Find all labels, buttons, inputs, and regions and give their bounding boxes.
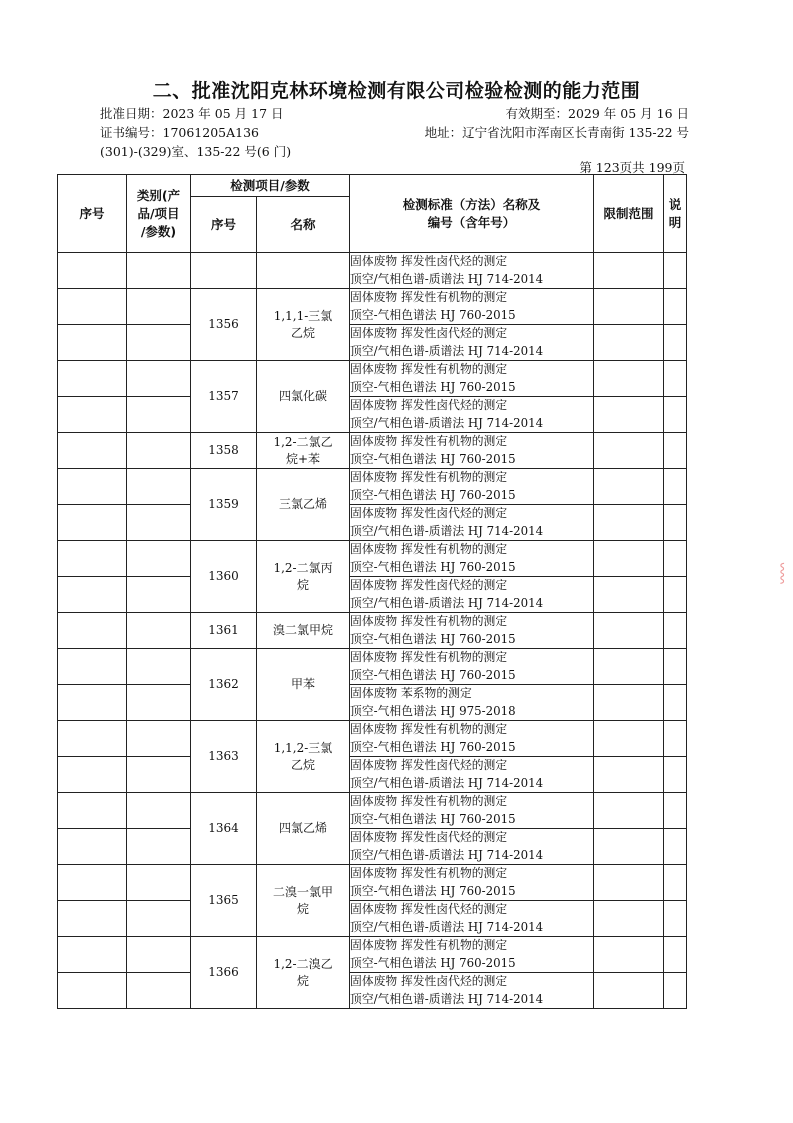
- category-cell: [127, 685, 191, 721]
- page-title: 二、批准沈阳克林环境检测有限公司检验检测的能力范围: [152, 80, 641, 102]
- standard-cell: [350, 649, 594, 685]
- note-cell: [664, 865, 687, 901]
- limit-cell: [594, 505, 664, 541]
- item-number: 1356: [191, 289, 257, 361]
- note-cell: [664, 901, 687, 937]
- table-row: [58, 433, 687, 469]
- seq-cell: [58, 721, 127, 757]
- limit-cell: [594, 973, 664, 1009]
- header-category: 类别(产 品/项目 /参数): [127, 175, 191, 253]
- standard-method: 顶空-气相色谱法 HJ 760-2015: [350, 631, 516, 646]
- standard-method: 顶空-气相色谱法 HJ 760-2015: [350, 487, 516, 502]
- item-number: 1364: [191, 793, 257, 865]
- standard-method: 顶空/气相色谱-质谱法 HJ 714-2014: [350, 523, 544, 538]
- standard-name: 固体废物 挥发性有机物的测定: [350, 542, 508, 556]
- table-row: [58, 649, 687, 685]
- standard-name: 固体废物 挥发性卤代烃的测定: [350, 902, 508, 916]
- standard-method: 顶空/气相色谱-质谱法 HJ 714-2014: [350, 919, 544, 934]
- certificate-number: 证书编号：17061205A136: [100, 125, 260, 140]
- approval-date: 批准日期：2023 年 05 月 17 日: [100, 106, 284, 121]
- limit-cell: [594, 289, 664, 325]
- standard-cell: [350, 469, 594, 505]
- standard-name: 固体废物 挥发性有机物的测定: [350, 470, 508, 484]
- seq-cell: [58, 253, 127, 289]
- standard-cell: [350, 685, 594, 721]
- standard-name: 固体废物 苯系物的测定: [350, 686, 472, 700]
- standard-cell: [350, 505, 594, 541]
- note-cell: [664, 937, 687, 973]
- note-cell: [664, 325, 687, 361]
- item-number: 1359: [191, 469, 257, 541]
- table-row: [58, 577, 687, 613]
- seq-cell: [58, 397, 127, 433]
- note-cell: [664, 973, 687, 1009]
- standard-cell: [350, 793, 594, 829]
- note-cell: [664, 757, 687, 793]
- seq-cell: [58, 973, 127, 1009]
- limit-cell: [594, 649, 664, 685]
- standard-name: 固体废物 挥发性有机物的测定: [350, 650, 508, 664]
- limit-cell: [594, 901, 664, 937]
- standard-method: 顶空/气相色谱-质谱法 HJ 714-2014: [350, 595, 544, 610]
- item-name: 三氯乙烯: [257, 469, 350, 541]
- standard-name: 固体废物 挥发性有机物的测定: [350, 614, 508, 628]
- limit-cell: [594, 865, 664, 901]
- category-cell: [127, 397, 191, 433]
- category-cell: [127, 541, 191, 577]
- standard-cell: [350, 433, 594, 469]
- table-row: [58, 793, 687, 829]
- standard-name: 固体废物 挥发性卤代烃的测定: [350, 506, 508, 520]
- limit-cell: [594, 757, 664, 793]
- limit-cell: [594, 397, 664, 433]
- standard-cell: [350, 325, 594, 361]
- note-cell: [664, 289, 687, 325]
- standard-name: 固体废物 挥发性有机物的测定: [350, 434, 508, 448]
- standard-method: 顶空-气相色谱法 HJ 760-2015: [350, 307, 516, 322]
- table-body: [58, 253, 687, 1009]
- standard-cell: [350, 577, 594, 613]
- standard-cell: [350, 757, 594, 793]
- standard-name: 固体废物 挥发性卤代烃的测定: [350, 578, 508, 592]
- standard-method: 顶空-气相色谱法 HJ 760-2015: [350, 559, 516, 574]
- standard-cell: [350, 973, 594, 1009]
- header-note: 说明: [664, 175, 687, 253]
- standard-name: 固体废物 挥发性有机物的测定: [350, 290, 508, 304]
- table-row: [58, 865, 687, 901]
- item-name: [257, 253, 350, 289]
- item-name: 1,2-二氯乙 烷+苯: [257, 433, 350, 469]
- seq-cell: [58, 577, 127, 613]
- note-cell: [664, 649, 687, 685]
- item-name: 二溴一氯甲 烷: [257, 865, 350, 937]
- item-number: 1358: [191, 433, 257, 469]
- seq-cell: [58, 541, 127, 577]
- address: 地址：辽宁省沈阳市浑南区长青南街 135-22 号: [424, 125, 689, 140]
- table-row: [58, 361, 687, 397]
- limit-cell: [594, 793, 664, 829]
- category-cell: [127, 937, 191, 973]
- standard-name: 固体废物 挥发性有机物的测定: [350, 938, 508, 952]
- standard-name: 固体废物 挥发性卤代烃的测定: [350, 398, 508, 412]
- note-cell: [664, 361, 687, 397]
- item-name: 四氯乙烯: [257, 793, 350, 865]
- item-number: [191, 253, 257, 289]
- table-row: [58, 505, 687, 541]
- table-row: [58, 289, 687, 325]
- item-number: 1365: [191, 865, 257, 937]
- seq-cell: [58, 361, 127, 397]
- standard-name: 固体废物 挥发性有机物的测定: [350, 866, 508, 880]
- standard-cell: [350, 289, 594, 325]
- standard-method: 顶空-气相色谱法 HJ 760-2015: [350, 379, 516, 394]
- category-cell: [127, 649, 191, 685]
- limit-cell: [594, 721, 664, 757]
- note-cell: [664, 433, 687, 469]
- note-cell: [664, 793, 687, 829]
- standard-method: 顶空-气相色谱法 HJ 760-2015: [350, 451, 516, 466]
- limit-cell: [594, 613, 664, 649]
- standard-name: 固体废物 挥发性卤代烃的测定: [350, 758, 508, 772]
- standard-name: 固体废物 挥发性卤代烃的测定: [350, 326, 508, 340]
- standard-cell: [350, 901, 594, 937]
- table-row: [58, 469, 687, 505]
- seq-cell: [58, 901, 127, 937]
- note-cell: [664, 829, 687, 865]
- item-number: 1360: [191, 541, 257, 613]
- limit-cell: [594, 469, 664, 505]
- note-cell: [664, 505, 687, 541]
- limit-cell: [594, 253, 664, 289]
- seq-cell: [58, 613, 127, 649]
- table-row: [58, 901, 687, 937]
- seal-fragment: ⸾: [779, 562, 786, 583]
- address-continued: (301)-(329)室、135-22 号(6 门): [100, 144, 292, 159]
- item-name: 1,1,1-三氯 乙烷: [257, 289, 350, 361]
- note-cell: [664, 397, 687, 433]
- standard-name: 固体废物 挥发性卤代烃的测定: [350, 254, 508, 268]
- category-cell: [127, 901, 191, 937]
- seq-cell: [58, 505, 127, 541]
- standard-method: 顶空/气相色谱-质谱法 HJ 714-2014: [350, 271, 544, 286]
- standard-method: 顶空-气相色谱法 HJ 760-2015: [350, 811, 516, 826]
- standard-method: 顶空-气相色谱法 HJ 760-2015: [350, 955, 516, 970]
- standard-name: 固体废物 挥发性卤代烃的测定: [350, 974, 508, 988]
- seq-cell: [58, 757, 127, 793]
- item-number: 1361: [191, 613, 257, 649]
- category-cell: [127, 829, 191, 865]
- table-row: [58, 613, 687, 649]
- header-item-name: 名称: [257, 197, 350, 253]
- seq-cell: [58, 865, 127, 901]
- table-row: [58, 325, 687, 361]
- category-cell: [127, 793, 191, 829]
- limit-cell: [594, 361, 664, 397]
- category-cell: [127, 433, 191, 469]
- item-name: 1,2-二氯丙 烷: [257, 541, 350, 613]
- category-cell: [127, 577, 191, 613]
- note-cell: [664, 685, 687, 721]
- seq-cell: [58, 469, 127, 505]
- standard-method: 顶空/气相色谱-质谱法 HJ 714-2014: [350, 343, 544, 358]
- category-cell: [127, 757, 191, 793]
- standard-cell: [350, 397, 594, 433]
- standard-method: 顶空-气相色谱法 HJ 760-2015: [350, 667, 516, 682]
- limit-cell: [594, 937, 664, 973]
- category-cell: [127, 361, 191, 397]
- header-limit: 限制范围: [594, 175, 664, 253]
- note-cell: [664, 613, 687, 649]
- limit-cell: [594, 325, 664, 361]
- table-row: [58, 721, 687, 757]
- note-cell: [664, 469, 687, 505]
- header-test-items: 检测项目/参数: [191, 175, 350, 197]
- item-name: 溴二氯甲烷: [257, 613, 350, 649]
- limit-cell: [594, 433, 664, 469]
- standard-name: 固体废物 挥发性有机物的测定: [350, 722, 508, 736]
- standard-name: 固体废物 挥发性有机物的测定: [350, 362, 508, 376]
- table-row: [58, 253, 687, 289]
- note-cell: [664, 253, 687, 289]
- limit-cell: [594, 829, 664, 865]
- table-row: [58, 685, 687, 721]
- item-name: 1,2-二溴乙 烷: [257, 937, 350, 1009]
- item-number: 1366: [191, 937, 257, 1009]
- standard-cell: [350, 721, 594, 757]
- table-row: [58, 541, 687, 577]
- item-number: 1357: [191, 361, 257, 433]
- standard-method: 顶空/气相色谱-质谱法 HJ 714-2014: [350, 847, 544, 862]
- table-row: [58, 757, 687, 793]
- standard-cell: [350, 361, 594, 397]
- note-cell: [664, 577, 687, 613]
- standard-method: 顶空/气相色谱-质谱法 HJ 714-2014: [350, 775, 544, 790]
- standard-method: 顶空/气相色谱-质谱法 HJ 714-2014: [350, 991, 544, 1006]
- category-cell: [127, 253, 191, 289]
- standard-method: 顶空-气相色谱法 HJ 760-2015: [350, 883, 516, 898]
- capability-table: [57, 174, 687, 1009]
- table-row: [58, 397, 687, 433]
- header-item-no: 序号: [191, 197, 257, 253]
- note-cell: [664, 541, 687, 577]
- note-cell: [664, 721, 687, 757]
- seq-cell: [58, 325, 127, 361]
- category-cell: [127, 289, 191, 325]
- category-cell: [127, 865, 191, 901]
- category-cell: [127, 469, 191, 505]
- category-cell: [127, 505, 191, 541]
- seq-cell: [58, 829, 127, 865]
- seq-cell: [58, 433, 127, 469]
- category-cell: [127, 613, 191, 649]
- seq-cell: [58, 793, 127, 829]
- valid-until: 有效期至：2029 年 05 月 16 日: [505, 106, 689, 121]
- standard-cell: [350, 865, 594, 901]
- standard-cell: [350, 829, 594, 865]
- seq-cell: [58, 685, 127, 721]
- item-name: 甲苯: [257, 649, 350, 721]
- table-row: [58, 973, 687, 1009]
- standard-cell: [350, 253, 594, 289]
- header-seq: 序号: [58, 175, 127, 253]
- standard-method: 顶空-气相色谱法 HJ 975-2018: [350, 703, 516, 718]
- item-name: 1,1,2-三氯 乙烷: [257, 721, 350, 793]
- standard-name: 固体废物 挥发性卤代烃的测定: [350, 830, 508, 844]
- category-cell: [127, 325, 191, 361]
- table-row: [58, 937, 687, 973]
- header-standard: 检测标准（方法）名称及 编号（含年号）: [350, 175, 594, 253]
- seq-cell: [58, 289, 127, 325]
- standard-cell: [350, 613, 594, 649]
- category-cell: [127, 973, 191, 1009]
- item-number: 1363: [191, 721, 257, 793]
- limit-cell: [594, 541, 664, 577]
- table-row: [58, 829, 687, 865]
- page-number: 第 123页共 199页: [579, 160, 685, 175]
- category-cell: [127, 721, 191, 757]
- seq-cell: [58, 649, 127, 685]
- standard-name: 固体废物 挥发性有机物的测定: [350, 794, 508, 808]
- standard-method: 顶空-气相色谱法 HJ 760-2015: [350, 739, 516, 754]
- item-name: 四氯化碳: [257, 361, 350, 433]
- standard-cell: [350, 541, 594, 577]
- standard-cell: [350, 937, 594, 973]
- limit-cell: [594, 685, 664, 721]
- item-number: 1362: [191, 649, 257, 721]
- limit-cell: [594, 577, 664, 613]
- standard-method: 顶空/气相色谱-质谱法 HJ 714-2014: [350, 415, 544, 430]
- seq-cell: [58, 937, 127, 973]
